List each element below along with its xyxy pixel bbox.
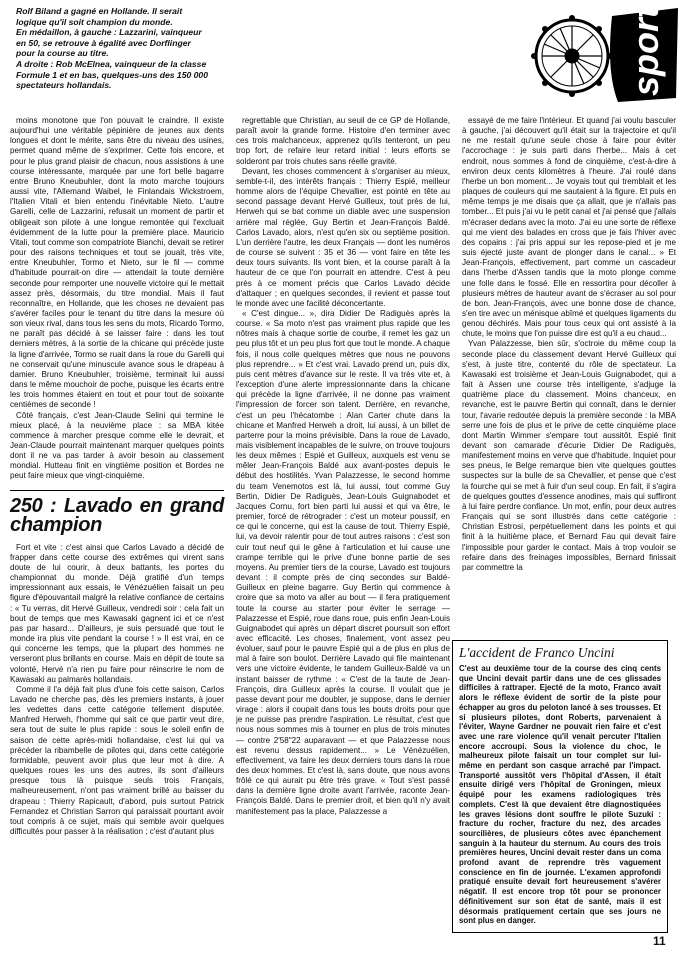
paragraph: Yvan Palazzesse, bien sûr, s'octroie du même coup la seconde place du classement devant Hervé Guilleux qui s'est, à juste titre, contenté du rôle de spectateur. La Kawasaki est troisième et Jean-Louis Guignabodet, qui a fait à Assen une course très intelligente, s'adjuge la quatrième place du classement. Moins chanceux, en revanche, est le pauvre Bertin qui connaît, dans le dernier tour, l'avarie redoutée depuis la première seconde : la MBA serre une fois de plus et le prive de cette cinquième place dont Martin Wimmer s'empare tout aussitôt. Espié finit devant son camarade d'écurie Didier De Radiguès, manifestement moins en verve que d'habitude. Inquiet pour ses pneus, le Belge remarque bien vite quelques gouttes suspectes sur la bulle de sa Chevallier, et pense que c'est la fourche qui se met à fuir d'un seul coup. En fait, il s'agira de quelques gouttes d'essence anodines, mais qui suffiront à lui faire perdre confiance. Un mot, enfin, pour deux autres Français qui se sont illustrés dans cette catégorie : Christian Estrosi, perpétuellement dans les points et qui finit à la huitième place, et Bernard Fau qui devait faire l'impossible pour garder le contact. Mais à trop vouloir se refaire dans des freinages impossibles, Bernard finissait par commettre la [462, 339, 676, 572]
sport-section-logo [530, 2, 680, 106]
column-2 [236, 116, 450, 817]
caption-line: spectateurs hollandais. [16, 80, 112, 91]
section-heading: 250 : Lavado en grand champion [10, 490, 224, 535]
box-body: C'est au deuxième tour de la course des cinq cents que Uncini devait partir dans une de ces glissades difficiles à rattraper. Ejecté de la moto, Franco avait alors le réflexe évident de sortir de la piste pour échapper au gros du peloton lancé à ses trousses. Et si plusieurs pilotes, dont Roberts, parvenaient à l'éviter, Wayne Gardner ne pouvait rien faire et c'est avec une rare violence qu'il venait percuter l'Italien encore accroupi. Sous la violence du choc, le malheureux pilote faisait un tour complet sur lui-même en perdant son casque arraché par l'impact. Transporté aussitôt vers l'hôpital d'Assen, il était ensuite dirigé vers l'hôpital de Groningen, mieux équipé pour les examens radiologiques très complets. C'est là que devaient être diagnostiquées les graves lésions dont souffre le pilote Suzuki : fracture du rocher, fracture du nez, des arcades sourcilières, de plusieurs côtes avec épanchement sanguin à la hauteur du sternum. Au cours des trois premières heures, Uncini devait rester dans un coma profond avant de reprendre très vaguement conscience en fin de journée. L'examen approfondi pratiqué ensuite devait fort heureusement s'avérer négatif. Il est encore trop tôt pour se prononcer définitivement sur son état de santé, mais il est désormais pratiquement certain que ses jours ne sont plus en danger. [459, 664, 661, 926]
photo-caption [16, 6, 456, 91]
paragraph: moins monotone que l'on pouvait le craindre. Il existe aujourd'hui une véritable pépinière de jeunes aux dents longues et dont le mérite, sans être du niveau des usines, permet quand même de s'exprimer. Cette fois encore, et pour le plus grand plaisir de chacun, nous assistions à une course intéressante, marquée par une fort belle bagarre entre Bruno Kneubuhler, dont la moto marche toujours aussi vite, l'Allemand Waibel, le Finlandais Wickstroem, l'Italien Vitali et bien entendu l'inévitable Nieto. L'autre Garelli, celle de Lazzarini, refusait un moment de partir et obligeait son pilote à une longue remontée qui l'excluait évidemment de la lutte pour la première place. Mauricio Vitali, tout comme son compatriote Bianchi, devait se retirer pour des raisons techniques et tout se jouait, très vite, entre Kneubuhler, Tormo et Nieto, sur le fil — comme d'habitude pourrait-on dire — attendait la toute dernière seconde pour remporter une nouvelle victoire qui le mettait assez près, désormais, du titre mondial. Mais il faut reconnaître, en Hollande, que les choses ne devaient pas s'avérer faciles pour le tenant du titre dans la mesure où son vieux rival, dans tous les sens du mots, Ricardo Tormo, ne paraît pas décidé à se laisser faire : dans les tout derniers mètres, à la sortie de la chicane qui précède juste la ligne d'arrivée, Tormo se ruait dans la roue du Garelli qui ne conservait qu'une minuscule avance sous le drapeau à damier. Bruno Kneubuhler, troisième, terminait lui aussi dans le même mouchoir de poche, puisque les écarts entre les trois hommes étaient en tout et pour tout de soixante centièmes de seconde ! [10, 116, 224, 410]
caption-line: Formule 1 et en bas, quelques-uns des 150 000 [16, 69, 208, 80]
caption-line: logique qu'il soit champion du monde. [16, 16, 173, 27]
caption-line: en 50, se retrouve à égalité avec Dorflinger [16, 37, 191, 48]
paragraph: essayé de me faire l'intérieur. Et quand j'ai voulu basculer à gauche, j'ai découvert qu'il était sur la trajectoire et qu'il ne me restait qu'une seule chose à faire pour éviter l'accrochage : je suis parti dans l'herbe... Mais à cet endroit, nous sommes à fond de cinquième, c'est-à-dire à environ deux cents kilomètres à l'heure. J'ai roulé dans l'herbe un bon moment... Je voyais tout qui tremblait et les plaques de couleurs qui me sautaient à la figure. Et puis en même temps je me disais que ça allait, que je n'allais pas tomber... Et puis j'ai vu le petit canal et j'ai pensé que j'allais m'écraser dedans avec la moto. J'ai eu une sorte de réflexe qui me vient des balades en cross que je fais l'hiver avec des copains : j'ai pris appui sur les repose-pied et je me suis éjecté juste avant de plonger dans le canal... » Et Jean-François, effectivement, part comme un cascadeur dans l'herbe d'Assen tandis que la moto plonge comme une folle dans le fossé. Elle en ressortira pour décoller à plusieurs mètres de hauteur avant de s'écraser au sol pour de bon. Jean-François, avec une bonne dose de chance, s'en tire avec un ménisque abîmé et quelques ligaments du genou déchirés. Mais pour tous ceux qui ont assisté à la chute, le moins que l'on puisse dire est qu'il a eu chaud... [462, 116, 676, 339]
paragraph: « C'est dingue... », dira Didier De Radiguès après la course. « Sa moto n'est pas vraiment plus rapide que les nôtres mais à chaque sortie de courbe, il remet les gaz un peu plus tôt et un peu plus fort que tout le monde. A chaque fois, il nous colle quelques mètres que nous ne pouvons plus reprendre... » Et c'est vrai. Lavado prend un, puis dix, puis cent mètres d'avance sur le reste. Il va très vite et, à l'exception d'une alerte impressionnante dans la chicane qui précède la ligne d'arrivée, il ne donne pas vraiment l'impression de forcer son talent. Derrière, en revanche, c'est un peu l'hécatombe : Alan Carter chute dans la chicane et Manfred Herweh a droit, lui aussi, à un billet de parterre pour la moins prévisible. Dans la roue de Lavado, mais visiblement incapables de le suivre, on trouve toujours les deux mêmes : Espié et Guilleux, auxquels est venu se mêler Jean-François Baldé aux avant-postes depuis le début des hostilités. Yvan Palazzesse, le second homme du team Venemotos est là, lui aussi, tout comme Guy Bertin, Didier De Radiguès, Jean-Louis Guignabodet et Jacques Cornu, fort bien parti lui aussi et qui va être, le premier, forcé de rétrograder : c'est un moteur poussif, en ce qui le concerne, qui est la cause de tout. Thierry Espié, lui, va devoir ralentir pour de tout autres raisons : c'est son cuir tout neuf qui le gêne à l'articulation et lui cause une crampe terrible qui le prive d'une bonne partie de ses moyens. Au premier tiers de la course, Lavado est toujours devant : il compte près de cinq secondes sur Baldé-Guilleux en pleine bagarre. Guy Bertin qui commence à croire que sa moto va aller au bout — il fera pratiquement toute la course au starter pour éviter le serrage — Palazzesse et Espié, roue dans roue, puis enfin Jean-Louis Guignabodet qui après un départ discret poursuit son effort avec efficacité. Les choses, finalement, vont assez peu évoluer, sauf pour le pauvre Espié qui a de plus en plus de mal à faire son boulot. Derrière Lavado qui file maintenant vers une victoire évidente, le tandem Guilleux-Baldé va un instant baisser de rythme : « C'est de la faute de Jean-François, dira Guilleux après la course. Il voulait que je passe devant pour me doubler, je suppose, dans le dernier virage : alors il coupait dans tous les bouts droits pour que je ne puisse pas prendre l'aspiration. Le résultat, c'est que nous nous sommes mis à tourner en plus de trois minutes — contre 2'58"22 auparavant — et que Palazzesse nous est revenu dessus rapidement... » Le Vénézuélien, effectivement, va faire les deux derniers tours dans la roue des deux hommes. Et c'est là, sans doute, que nous avons frôlé ce qui aurait pu être très grave. « Tout s'est passé dans la dernière ligne droite avant l'arrivée, raconte Jean-François Baldé. Dans le premier droit, et bien qu'il n'y avait manifestement pas la place, Palazzesse a [236, 308, 450, 816]
paragraph: regrettable que Christian, au seuil de ce GP de Hollande, paraît avoir la grande forme. Histoire d'en terminer avec ces trois malchanceux, apprenez qu'ils tenteront, un peu trop fort, de refaire leur retard initial : leurs efforts se solderont par trois chutes sans réelle gravité. [236, 116, 450, 166]
column-1 [10, 116, 224, 837]
paragraph: Devant, les choses commencent à s'organiser au mieux, semble-t-il, des intérêts français : Thierry Espié, meilleur homme alors de l'équipe Chevallier, est pointé en tête au second passage devant Hervé Guilleux, tout près de lui, Herweh qui se bat comme un diable avec une suspension arrière mal réglée, Guy Bertin et Jean-François Baldé. Carlos Lavado, alors, n'est qu'en six ou septième position. L'un derrière l'autre, les deux Français — dont les numéros de course se suivent : 35 et 36 — vont faire en tête les deux tours suivants. Ils vont bien, et la course paraît à la hauteur de ce que l'on pourrait en attendre. C'est à peu près à ce moment précis que Carlos Lavado décide d'attaquer ; en quelques secondes, il revient et passe tout le monde avec une facilité déconcertante. [236, 166, 450, 308]
page-number: 11 [653, 934, 666, 948]
paragraph: Côté français, c'est Jean-Claude Selini qui termine le mieux placé, à la neuvième place : sa MBA kitée commence à marcher presque comme elle le devrait, et Jean-Claude pourrait maintenant marquer quelques points dont il ne va pas tarder à avoir besoin au classement mondial. Hutteau finit en vingtième position et Bordes ne peut faire mieux que vingt-cinquième. [10, 410, 224, 481]
caption-line: Rolf Biland a gagné en Hollande. Il serait [16, 6, 183, 16]
section-logo-text: sport [625, 6, 666, 96]
box-title: L'accident de Franco Uncini [459, 645, 615, 660]
paragraph: Fort et vite : c'est ainsi que Carlos Lavado a décidé de frapper dans cette course des extrêmes qui virent sans doute de lui courir, à deux battants, les portes du championnat du monde. Déjà gratifié d'un temps impressionnant aux essais, le Vénézuélien faisait un peu figure d'épouvantail malgré la relative confiance de certains : « Tu verras, dit Hervé Guilleux, vendredi soir : cela fait un bout de temps que mes Kawasaki gagnent ici et ce n'est pas par hasard... D'ailleurs, je suis persuadé que tout le monde ira plus vite pendant la course ! » Il est vrai, en ce qui concerne les temps, que la plupart des hommes ne verseront plus brillants en course. Mais en dépit de toute sa volonté, Hervé n'a rien pu faire pour réinscrire le nom de Kawasaki au palmarès hollandais. [10, 542, 224, 684]
caption-line: pour la course au titre. [16, 48, 109, 59]
wheel-icon [531, 15, 613, 97]
sidebar-box-uncini [452, 640, 668, 933]
caption-line: A droite : Rob McElnea, vainqueur de la classe [16, 58, 207, 69]
column-3 [462, 116, 676, 573]
paragraph: Comme il l'a déjà fait plus d'une fois cette saison, Carlos Lavado ne cherche pas, dès les premiers instants, à jouer les vedettes dans cette catégorie tellement disputée. Manfred Herweh, l'homme qui sait ce que partir veut dire, sera tout de suite le plus rapide : sous le soleil enfin de saison de cette après-midi hollandaise, c'est lui qui va précéder la ribambelle de pilotes qui, dans cette catégorie formidable, peuvent avoir plus que leur mot à dire. A quelques roues les uns des autres, ils sont d'ailleurs presque tous là puisque seuls trois Français, malheureusement, n'ont pas vraiment brillé au baisser du drapeau : Thierry Rapicault, d'abord, puis surtout Patrick Fernandez et Christian Sarron qui paraissait pourtant avoir tout compris à ce sujet, mais qui semble avoir quelques difficultés pour passer à la réalisation ; c'est d'autant plus [10, 684, 224, 836]
caption-line: En médaillon, à gauche : Lazzarini, vainqueur [16, 27, 202, 38]
